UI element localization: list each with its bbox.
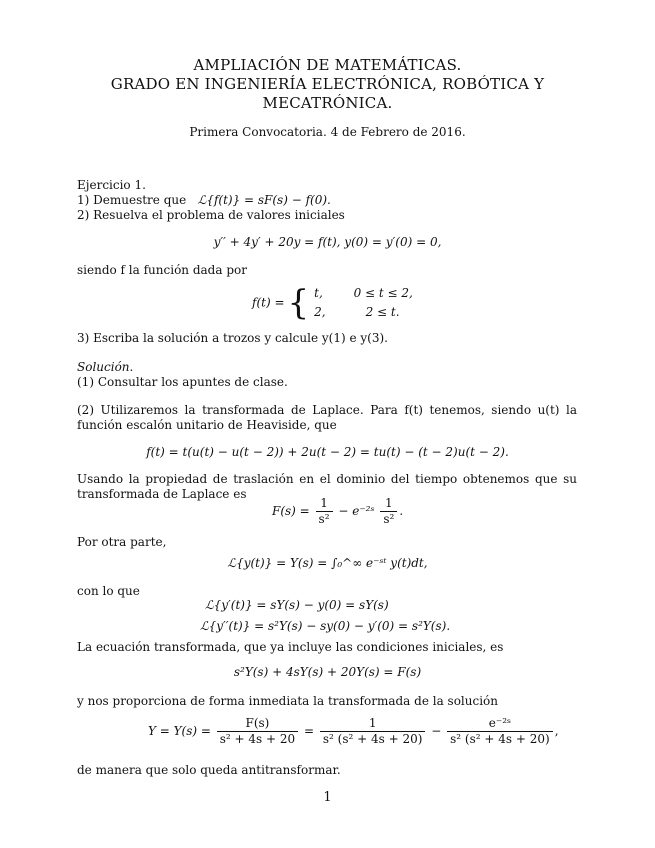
ly1-text: ℒ{y′(t)} = sY(s) − y(0) = sY(s): [205, 598, 389, 612]
Y-fraction-2-num: 1: [320, 716, 426, 732]
ivp-text: y′′ + 4y′ + 20y = f(t), y(0) = y′(0) = 0,: [213, 235, 442, 249]
page-number: 1: [323, 790, 332, 805]
F-lhs: F(s) =: [272, 504, 310, 518]
Y-solution-equation: [148, 716, 559, 747]
Y-fraction-3-num: e⁻²ˢ: [447, 716, 553, 732]
piece2-condition: 2 ≤ t.: [365, 305, 400, 319]
F-transform-equation: [272, 496, 403, 527]
Y-end: ,: [554, 724, 559, 738]
F-end: .: [399, 504, 404, 518]
title-line-2: GRADO EN INGENIERÍA ELECTRÓNICA, ROBÓTICA Y: [110, 75, 545, 93]
title-line-3: MECATRÓNICA.: [262, 94, 393, 112]
Y-fraction-1-num: F(s): [217, 716, 298, 732]
solution-5: con lo que: [77, 584, 140, 598]
transformed-equation: [0, 665, 655, 679]
exercise-heading: Ejercicio 1.: [77, 178, 146, 192]
F-mid: − e⁻²ˢ: [338, 504, 375, 518]
ly2-text: ℒ{y′′(t)} = s²Y(s) − sy(0) − y′(0) = s²Y(s).: [200, 619, 451, 633]
solution-heading: [77, 360, 133, 375]
fraction-1-den: s²: [318, 512, 330, 526]
Y-fraction-3: [447, 716, 553, 747]
fraction-1-num: 1: [316, 496, 333, 512]
piece1-condition: 0 ≤ t ≤ 2,: [353, 286, 413, 300]
exercise-item-1: [77, 193, 331, 208]
Y-fraction-3-den: s² (s² + 4s + 20): [450, 732, 550, 746]
laplace-derivative-1: [205, 598, 389, 612]
Y-fraction-2-den: s² (s² + 4s + 20): [322, 732, 423, 746]
Y-fraction-2: [320, 716, 426, 747]
solution-2: (2) Utilizaremos la transformada de Laplace. Para f(t) tenemos, siendo u(t) la función escalón unitario de Heaviside, que: [77, 403, 577, 432]
solution-1: (1) Consultar los apuntes de clase.: [77, 375, 288, 389]
solution-7: y nos proporciona de forma inmediata la transformada de la solución: [77, 694, 499, 708]
Y-fraction-1-den: s² + 4s + 20: [219, 732, 296, 746]
f-given-text: siendo f la función dada por: [77, 263, 247, 277]
Y-fraction-1: [217, 716, 298, 747]
item1-formula: ℒ{f(t)} = sF(s) − f(0).: [197, 193, 331, 207]
piecewise-definition: [252, 283, 423, 323]
transformed-text: s²Y(s) + 4sY(s) + 20Y(s) = F(s): [233, 665, 422, 679]
laplace-derivative-2: [200, 619, 450, 633]
exercise-item-3: 3) Escriba la solución a trozos y calcule y(1) e y(3).: [77, 331, 388, 345]
fraction-2: [380, 496, 397, 527]
piece-lhs: f(t) =: [252, 295, 285, 310]
subtitle: Primera Convocatoria. 4 de Febrero de 2016.: [189, 125, 466, 139]
ivp-equation: [0, 235, 655, 249]
laplace-y-text: ℒ{y(t)} = Y(s) = ∫₀^∞ e⁻ˢᵗ y(t)dt,: [227, 556, 428, 570]
f-heaviside-text: f(t) = t(u(t) − u(t − 2)) + 2u(t − 2) = tu(t) − (t − 2)u(t − 2).: [146, 445, 509, 459]
title-line-1: AMPLIACIÓN DE MATEMÁTICAS.: [193, 56, 462, 74]
solution-3: Usando la propiedad de traslación en el dominio del tiempo obtenemos que su transformada de Laplace es: [77, 472, 577, 501]
fraction-2-den: s²: [383, 512, 395, 526]
Y-lhs: Y = Y(s) =: [148, 724, 211, 738]
solution-heading-text: Solución.: [77, 360, 134, 374]
exercise-item-2: 2) Resuelva el problema de valores iniciales: [77, 208, 345, 222]
piece1-value: t,: [314, 286, 323, 300]
laplace-y-equation: [0, 556, 655, 570]
piece2-value: 2,: [314, 305, 326, 319]
solution-8: de manera que solo queda antitransformar.: [77, 763, 341, 777]
fraction-1: [316, 496, 333, 527]
fraction-2-num: 1: [380, 496, 397, 512]
Y-equals: =: [303, 724, 315, 738]
f-heaviside-equation: [0, 445, 655, 459]
solution-4: Por otra parte,: [77, 535, 167, 549]
solution-6: La ecuación transformada, que ya incluye las condiciones iniciales, es: [77, 640, 504, 654]
item1-prefix: 1) Demuestre que: [77, 193, 187, 207]
left-brace-icon: {: [287, 283, 310, 323]
piecewise-cases: [312, 283, 423, 323]
Y-minus: −: [431, 724, 442, 738]
